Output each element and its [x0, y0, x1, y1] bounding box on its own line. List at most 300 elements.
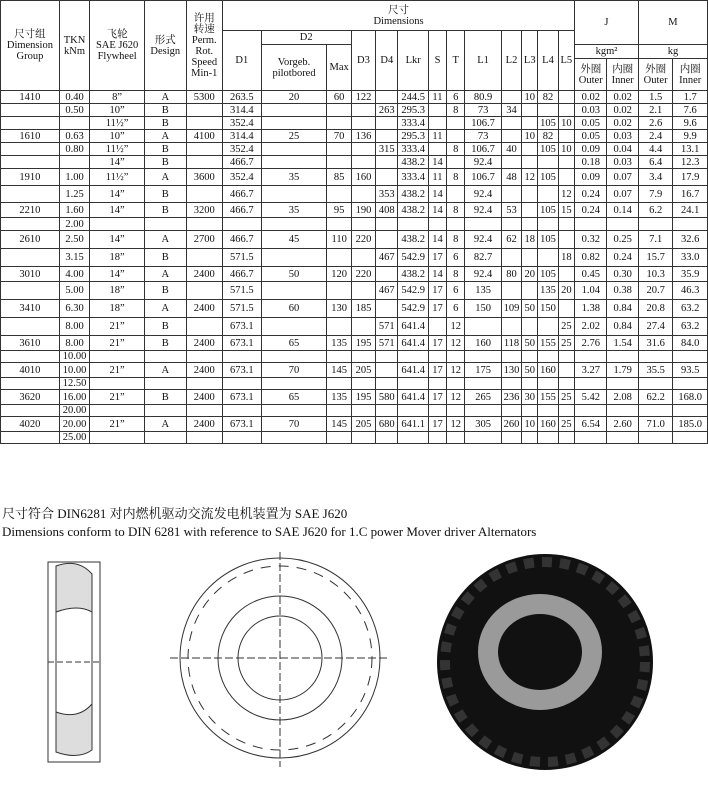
table-cell: [428, 318, 446, 336]
table-cell: [59, 117, 89, 130]
table-cell: [447, 117, 465, 130]
table-cell: 641.4: [398, 336, 428, 351]
table-cell: 12: [447, 318, 465, 336]
table-cell: 160: [465, 336, 502, 351]
table-cell: 466.7: [223, 156, 262, 169]
table-cell: [1, 186, 60, 203]
table-cell: 2.1: [638, 104, 672, 117]
table-cell: [261, 282, 327, 300]
table-cell: A: [144, 267, 186, 282]
table-cell: 353: [376, 186, 398, 203]
table-cell: [223, 351, 262, 363]
table-cell: 118: [501, 336, 521, 351]
table-cell: [607, 351, 638, 363]
table-cell: 92.4: [465, 267, 502, 282]
table-cell: 10”: [90, 104, 145, 117]
table-row: [1, 363, 708, 378]
table-cell: [261, 351, 327, 363]
table-cell: [522, 318, 538, 336]
table-cell: B: [144, 390, 186, 405]
table-cell: [261, 186, 327, 203]
table-cell: 80: [501, 267, 521, 282]
table-cell: 105: [538, 117, 558, 130]
table-cell: [398, 378, 428, 390]
table-cell: 333.4: [398, 169, 428, 186]
table-cell: 14”: [90, 186, 145, 203]
table-cell: 85: [327, 169, 351, 186]
table-cell: 571: [376, 318, 398, 336]
table-cell: 6.2: [638, 203, 672, 218]
table-cell: [186, 143, 223, 156]
table-cell: 17: [428, 300, 446, 318]
table-cell: 1.25: [59, 186, 89, 203]
table-cell: [465, 351, 502, 363]
table-cell: 109: [501, 300, 521, 318]
table-cell: 18”: [90, 249, 145, 267]
table-cell: 11: [428, 130, 446, 143]
table-cell: 0.84: [607, 300, 638, 318]
j-header: J: [575, 1, 639, 45]
table-cell: 14”: [90, 267, 145, 282]
table-cell: [538, 218, 558, 231]
table-cell: 160: [538, 363, 558, 378]
table-cell: [522, 218, 538, 231]
table-cell: A: [144, 169, 186, 186]
table-cell: [1, 156, 60, 169]
table-cell: 0.63: [59, 130, 89, 143]
table-cell: 6.4: [638, 156, 672, 169]
table-cell: 4100: [186, 130, 223, 143]
table-cell: 10.3: [638, 267, 672, 282]
table-cell: [186, 432, 223, 444]
table-cell: 220: [351, 267, 375, 282]
table-cell: 438.2: [398, 267, 428, 282]
table-cell: 145: [327, 417, 351, 432]
table-cell: [351, 249, 375, 267]
table-cell: [376, 231, 398, 249]
table-row: [1, 156, 708, 169]
table-cell: 195: [351, 336, 375, 351]
table-cell: 0.38: [607, 282, 638, 300]
table-cell: [223, 405, 262, 417]
table-cell: [538, 378, 558, 390]
table-cell: 71.0: [638, 417, 672, 432]
table-cell: 17: [428, 282, 446, 300]
table-cell: 18”: [90, 282, 145, 300]
table-cell: 3010: [1, 267, 60, 282]
table-cell: [575, 351, 607, 363]
table-cell: [186, 378, 223, 390]
table-cell: [607, 378, 638, 390]
table-cell: [673, 218, 708, 231]
table-cell: 0.02: [607, 117, 638, 130]
table-cell: [223, 432, 262, 444]
table-cell: 93.5: [673, 363, 708, 378]
table-cell: 641.4: [398, 318, 428, 336]
table-cell: [90, 432, 145, 444]
table-cell: [638, 218, 672, 231]
table-cell: 18: [558, 249, 574, 267]
table-row: [1, 282, 708, 300]
table-cell: [538, 156, 558, 169]
table-cell: [261, 218, 327, 231]
table-cell: 40: [501, 143, 521, 156]
table-cell: 205: [351, 363, 375, 378]
table-cell: 190: [351, 203, 375, 218]
table-cell: 466.7: [223, 186, 262, 203]
table-row: [1, 336, 708, 351]
table-cell: 24.1: [673, 203, 708, 218]
table-cell: [522, 282, 538, 300]
table-cell: [1, 282, 60, 300]
table-cell: [558, 130, 574, 143]
table-cell: [501, 351, 521, 363]
table-cell: 244.5: [398, 91, 428, 104]
table-cell: 70: [261, 417, 327, 432]
table-cell: 9.6: [673, 117, 708, 130]
table-cell: 14”: [90, 203, 145, 218]
table-cell: 46.3: [673, 282, 708, 300]
table-body: [1, 91, 708, 444]
table-row: [1, 218, 708, 231]
table-cell: 6: [447, 91, 465, 104]
table-cell: [327, 318, 351, 336]
table-cell: 438.2: [398, 203, 428, 218]
table-row: [1, 267, 708, 282]
table-cell: 50: [522, 300, 538, 318]
table-cell: 4.00: [59, 267, 89, 282]
table-cell: 1.38: [575, 300, 607, 318]
table-cell: 352.4: [223, 143, 262, 156]
table-cell: [558, 432, 574, 444]
d2-header: D2: [261, 31, 351, 45]
table-cell: 1910: [1, 169, 60, 186]
table-cell: 17: [428, 390, 446, 405]
table-cell: 13.1: [673, 143, 708, 156]
table-row: [1, 432, 708, 444]
table-cell: 135: [327, 336, 351, 351]
table-cell: 17: [428, 249, 446, 267]
table-cell: 10: [522, 91, 538, 104]
table-cell: 20.00: [59, 405, 89, 417]
table-cell: [501, 117, 521, 130]
table-cell: 571.5: [223, 282, 262, 300]
table-cell: [186, 405, 223, 417]
table-cell: 2.60: [607, 417, 638, 432]
table-cell: [351, 405, 375, 417]
table-row: [1, 169, 708, 186]
table-cell: 45: [261, 231, 327, 249]
table-cell: 0.14: [607, 203, 638, 218]
table-cell: 0.09: [575, 169, 607, 186]
table-cell: 62.2: [638, 390, 672, 405]
table-cell: 0.30: [607, 267, 638, 282]
table-cell: 205: [351, 417, 375, 432]
table-cell: 70: [327, 130, 351, 143]
table-cell: A: [144, 130, 186, 143]
table-cell: 120: [327, 267, 351, 282]
table-cell: [327, 249, 351, 267]
table-cell: 12: [522, 169, 538, 186]
table-cell: B: [144, 282, 186, 300]
table-cell: [501, 249, 521, 267]
table-cell: [607, 432, 638, 444]
table-cell: 150: [465, 300, 502, 318]
table-cell: [327, 351, 351, 363]
table-row: [1, 351, 708, 363]
side-section-drawing: [48, 562, 100, 762]
table-cell: 333.4: [398, 143, 428, 156]
j-inner-header: 内圈 Inner: [607, 59, 638, 91]
table-cell: 4020: [1, 417, 60, 432]
table-cell: 8: [447, 104, 465, 117]
table-row: [1, 417, 708, 432]
table-cell: B: [144, 186, 186, 203]
table-cell: 542.9: [398, 282, 428, 300]
table-cell: 105: [538, 267, 558, 282]
table-row: [1, 249, 708, 267]
flywheel-header: 飞轮 SAE J620 Flywheel: [90, 1, 145, 91]
table-cell: 185: [351, 300, 375, 318]
table-cell: [522, 432, 538, 444]
table-cell: 2610: [1, 231, 60, 249]
table-cell: 14: [428, 231, 446, 249]
table-cell: [428, 143, 446, 156]
table-cell: [558, 231, 574, 249]
l5-header: L5: [558, 31, 574, 91]
table-cell: 0.25: [607, 231, 638, 249]
table-cell: [501, 156, 521, 169]
table-cell: [327, 218, 351, 231]
table-cell: [398, 218, 428, 231]
table-cell: 25: [558, 390, 574, 405]
table-cell: 2700: [186, 231, 223, 249]
table-cell: [144, 432, 186, 444]
table-cell: [465, 378, 502, 390]
table-cell: 0.24: [607, 249, 638, 267]
table-cell: [327, 117, 351, 130]
table-cell: 0.40: [59, 91, 89, 104]
table-cell: 21”: [90, 390, 145, 405]
table-cell: [376, 156, 398, 169]
table-cell: 1.5: [638, 91, 672, 104]
table-cell: [186, 318, 223, 336]
table-cell: 8: [447, 267, 465, 282]
table-cell: 185.0: [673, 417, 708, 432]
note-cn: 尺寸符合 DIN6281 对内燃机驱动交流发电机装置为 SAE J620: [2, 506, 348, 521]
table-cell: [465, 218, 502, 231]
table-cell: 17: [428, 417, 446, 432]
table-cell: 25: [558, 417, 574, 432]
table-cell: [90, 351, 145, 363]
table-cell: 673.1: [223, 363, 262, 378]
table-cell: 1.7: [673, 91, 708, 104]
table-cell: [522, 351, 538, 363]
table-cell: 0.07: [607, 169, 638, 186]
table-cell: 673.1: [223, 390, 262, 405]
table-cell: 10: [522, 417, 538, 432]
table-cell: [558, 267, 574, 282]
table-cell: [327, 104, 351, 117]
table-cell: [351, 318, 375, 336]
table-cell: [398, 405, 428, 417]
table-cell: 12: [447, 417, 465, 432]
table-cell: 0.02: [607, 104, 638, 117]
table-cell: [447, 130, 465, 143]
table-cell: [575, 218, 607, 231]
table-cell: 10.00: [59, 351, 89, 363]
table-cell: 62: [501, 231, 521, 249]
table-cell: 2210: [1, 203, 60, 218]
table-cell: 35: [261, 169, 327, 186]
table-cell: [501, 405, 521, 417]
table-cell: [465, 405, 502, 417]
table-cell: 110: [327, 231, 351, 249]
table-cell: 80.9: [465, 91, 502, 104]
table-cell: [59, 156, 89, 169]
table-cell: 7.6: [673, 104, 708, 117]
table-cell: [607, 405, 638, 417]
table-cell: 48: [501, 169, 521, 186]
table-cell: [351, 156, 375, 169]
table-cell: [428, 104, 446, 117]
table-cell: 2400: [186, 336, 223, 351]
table-cell: 12: [447, 363, 465, 378]
table-cell: 60: [327, 91, 351, 104]
table-cell: 14: [428, 186, 446, 203]
table-cell: 14: [428, 156, 446, 169]
table-cell: 580: [376, 390, 398, 405]
l4-header: L4: [538, 31, 558, 91]
table-cell: [522, 156, 538, 169]
table-cell: 20: [522, 267, 538, 282]
table-cell: [351, 351, 375, 363]
table-cell: 0.24: [575, 186, 607, 203]
table-cell: [261, 249, 327, 267]
dimensions-header: 尺寸 Dimensions: [223, 1, 575, 31]
table-cell: 0.05: [575, 117, 607, 130]
table-cell: 571: [376, 336, 398, 351]
table-cell: 2.6: [638, 117, 672, 130]
table-cell: 0.05: [575, 130, 607, 143]
table-cell: 105: [538, 169, 558, 186]
table-cell: 7.1: [638, 231, 672, 249]
table-cell: [144, 218, 186, 231]
table-cell: 21”: [90, 417, 145, 432]
table-cell: 8: [447, 143, 465, 156]
table-cell: [638, 351, 672, 363]
table-cell: [538, 405, 558, 417]
table-cell: [501, 130, 521, 143]
table-cell: 0.03: [607, 156, 638, 169]
table-cell: [538, 432, 558, 444]
table-cell: 11: [428, 169, 446, 186]
table-cell: [261, 405, 327, 417]
s-header: S: [428, 31, 446, 91]
table-cell: 53: [501, 203, 521, 218]
table-cell: [351, 282, 375, 300]
table-cell: [186, 104, 223, 117]
table-cell: [351, 104, 375, 117]
table-cell: 92.4: [465, 231, 502, 249]
table-cell: [428, 432, 446, 444]
table-cell: [376, 363, 398, 378]
table-cell: 8.00: [59, 336, 89, 351]
table-cell: 136: [351, 130, 375, 143]
table-row: [1, 130, 708, 143]
table-cell: 84.0: [673, 336, 708, 351]
table-cell: 2.50: [59, 231, 89, 249]
table-cell: [638, 432, 672, 444]
table-cell: [558, 351, 574, 363]
table-cell: 333.4: [398, 117, 428, 130]
table-cell: [186, 186, 223, 203]
table-cell: 220: [351, 231, 375, 249]
table-cell: [1, 218, 60, 231]
table-cell: [465, 318, 502, 336]
table-cell: 10.00: [59, 363, 89, 378]
table-cell: 20.8: [638, 300, 672, 318]
table-cell: [186, 249, 223, 267]
table-cell: 106.7: [465, 143, 502, 156]
table-cell: [261, 378, 327, 390]
table-cell: [522, 378, 538, 390]
table-cell: 466.7: [223, 231, 262, 249]
table-cell: 3410: [1, 300, 60, 318]
table-cell: [501, 318, 521, 336]
table-cell: [501, 432, 521, 444]
table-cell: 82.7: [465, 249, 502, 267]
table-cell: 20.00: [59, 417, 89, 432]
table-cell: [90, 378, 145, 390]
kgm2-header: kgm²: [575, 45, 639, 59]
table-cell: 6: [447, 300, 465, 318]
table-cell: 30: [522, 390, 538, 405]
table-cell: [522, 143, 538, 156]
table-cell: 11½”: [90, 117, 145, 130]
table-cell: 65: [261, 336, 327, 351]
table-cell: [522, 104, 538, 117]
table-cell: 92.4: [465, 186, 502, 203]
table-cell: [1, 143, 60, 156]
table-cell: 6: [447, 282, 465, 300]
table-cell: 65: [261, 390, 327, 405]
table-cell: [261, 156, 327, 169]
table-cell: 2.00: [59, 218, 89, 231]
table-cell: [522, 186, 538, 203]
table-cell: 641.1: [398, 417, 428, 432]
table-cell: [186, 117, 223, 130]
table-cell: [376, 267, 398, 282]
table-cell: [673, 351, 708, 363]
table-cell: 3610: [1, 336, 60, 351]
table-cell: [447, 218, 465, 231]
d3-header: D3: [351, 31, 375, 91]
table-cell: 155: [538, 336, 558, 351]
table-cell: 2.4: [638, 130, 672, 143]
table-cell: 8.00: [59, 318, 89, 336]
table-cell: 21”: [90, 336, 145, 351]
table-cell: [376, 351, 398, 363]
table-cell: 14”: [90, 231, 145, 249]
table-cell: 438.2: [398, 186, 428, 203]
table-cell: 0.07: [607, 186, 638, 203]
table-cell: B: [144, 249, 186, 267]
table-cell: [538, 104, 558, 117]
table-cell: 466.7: [223, 267, 262, 282]
table-cell: [186, 351, 223, 363]
table-cell: [327, 143, 351, 156]
